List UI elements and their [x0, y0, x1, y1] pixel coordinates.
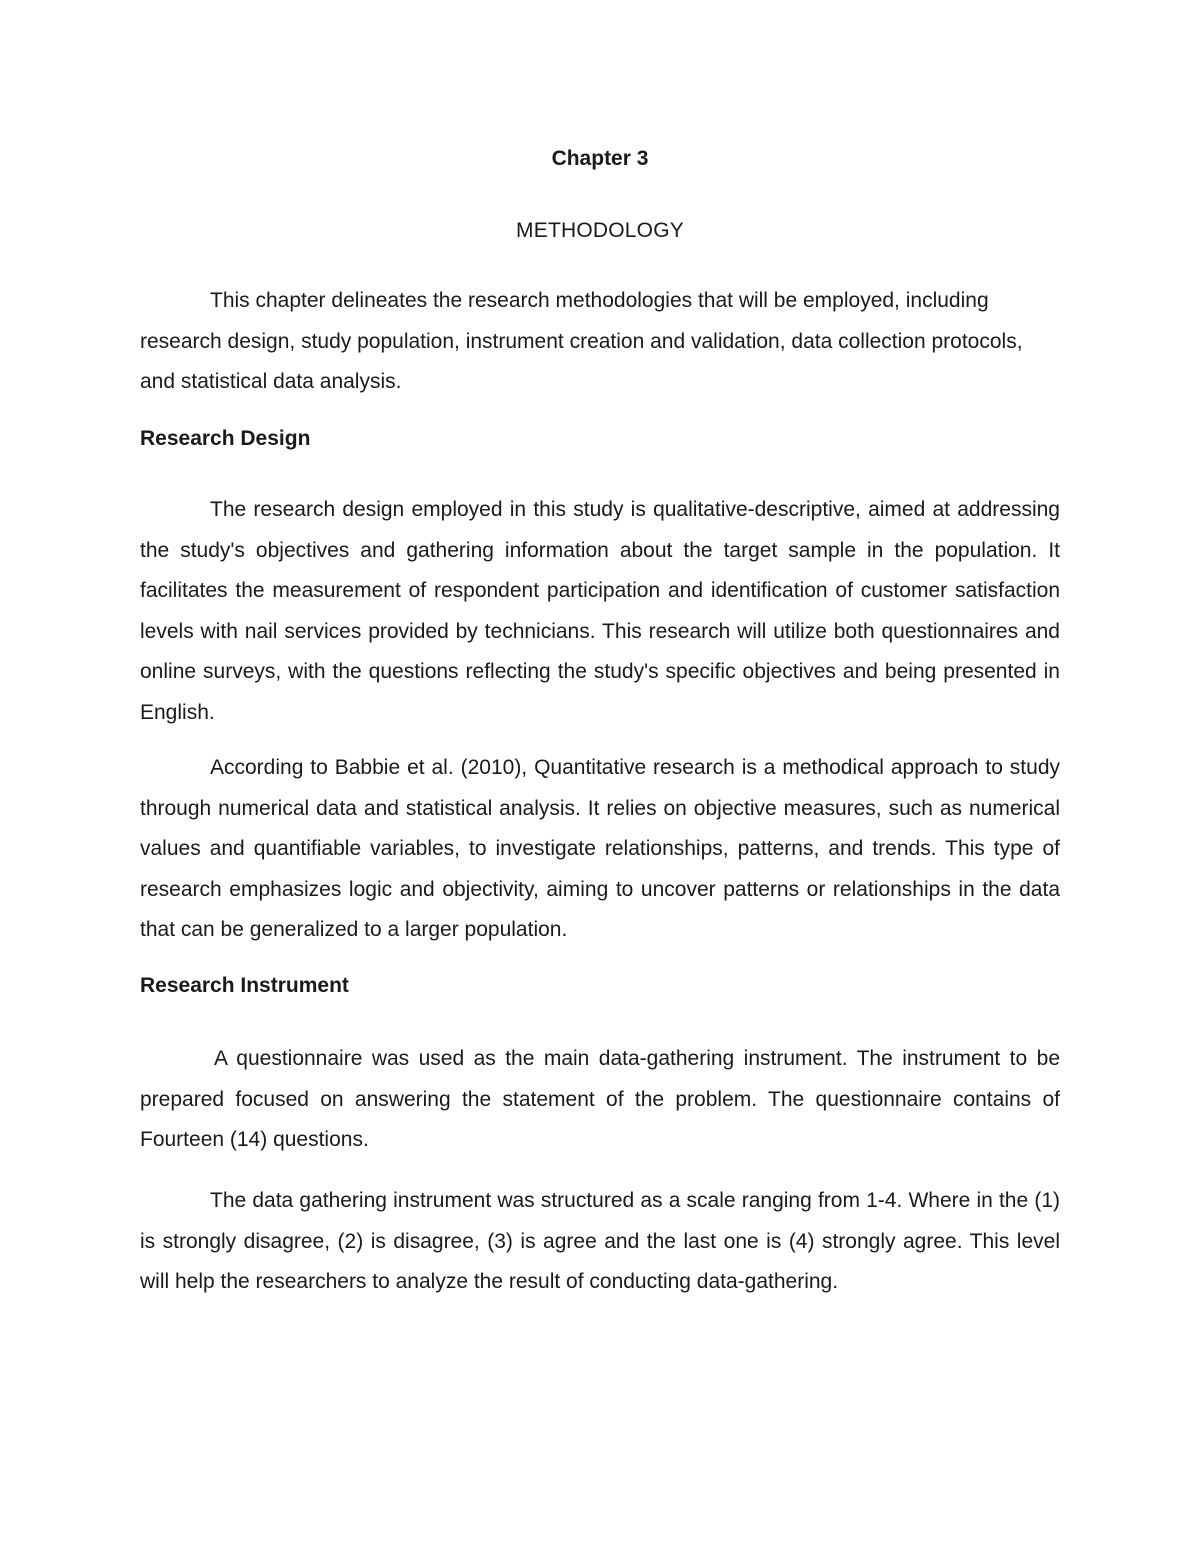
chapter-title: METHODOLOGY	[516, 219, 684, 242]
chapter-number: Chapter 3	[551, 147, 649, 170]
intro-paragraph: This chapter delineates the research methodologies that will be employed, including research design, study population, instrument creation and validation, data collection protocols, and statistical data analysis.	[140, 289, 1023, 393]
section-heading-research-design: Research Design	[140, 427, 311, 450]
research-design-paragraph-2: According to Babbie et al. (2010), Quantitative research is a methodical approach to study through numerical data and statistical analysis. It relies on objective measures, such as numerical values and quantifiable variables, to investigate relationships, patterns, and trends. This type of research emphasizes logic and objectivity, aiming to uncover patterns or relationships in the data that can be generalized to a larger population.	[140, 756, 1060, 941]
research-design-paragraph-1: The research design employed in this study is qualitative-descriptive, aimed at addressing the study's objectives and gathering information about the target sample in the population. It facilitates the measurement of respondent participation and identification of customer satisfaction levels with nail services provided by technicians. This research will utilize both questionnaires and online surveys, with the questions reflecting the study's specific objectives and being presented in English.	[140, 498, 1060, 724]
research-instrument-paragraph-1: A questionnaire was used as the main data-gathering instrument. The instrument to be prepared focused on answering the statement of the problem. The questionnaire contains of Fourteen (14) questions.	[140, 1047, 1060, 1151]
research-instrument-paragraph-2: The data gathering instrument was structured as a scale ranging from 1-4. Where in the (1) is strongly disagree, (2) is disagree, (3) is agree and the last one is (4) strongly agree. This level will help the researchers to analyze the result of conducting data-gathering.	[140, 1189, 1060, 1293]
section-heading-research-instrument: Research Instrument	[140, 974, 349, 997]
